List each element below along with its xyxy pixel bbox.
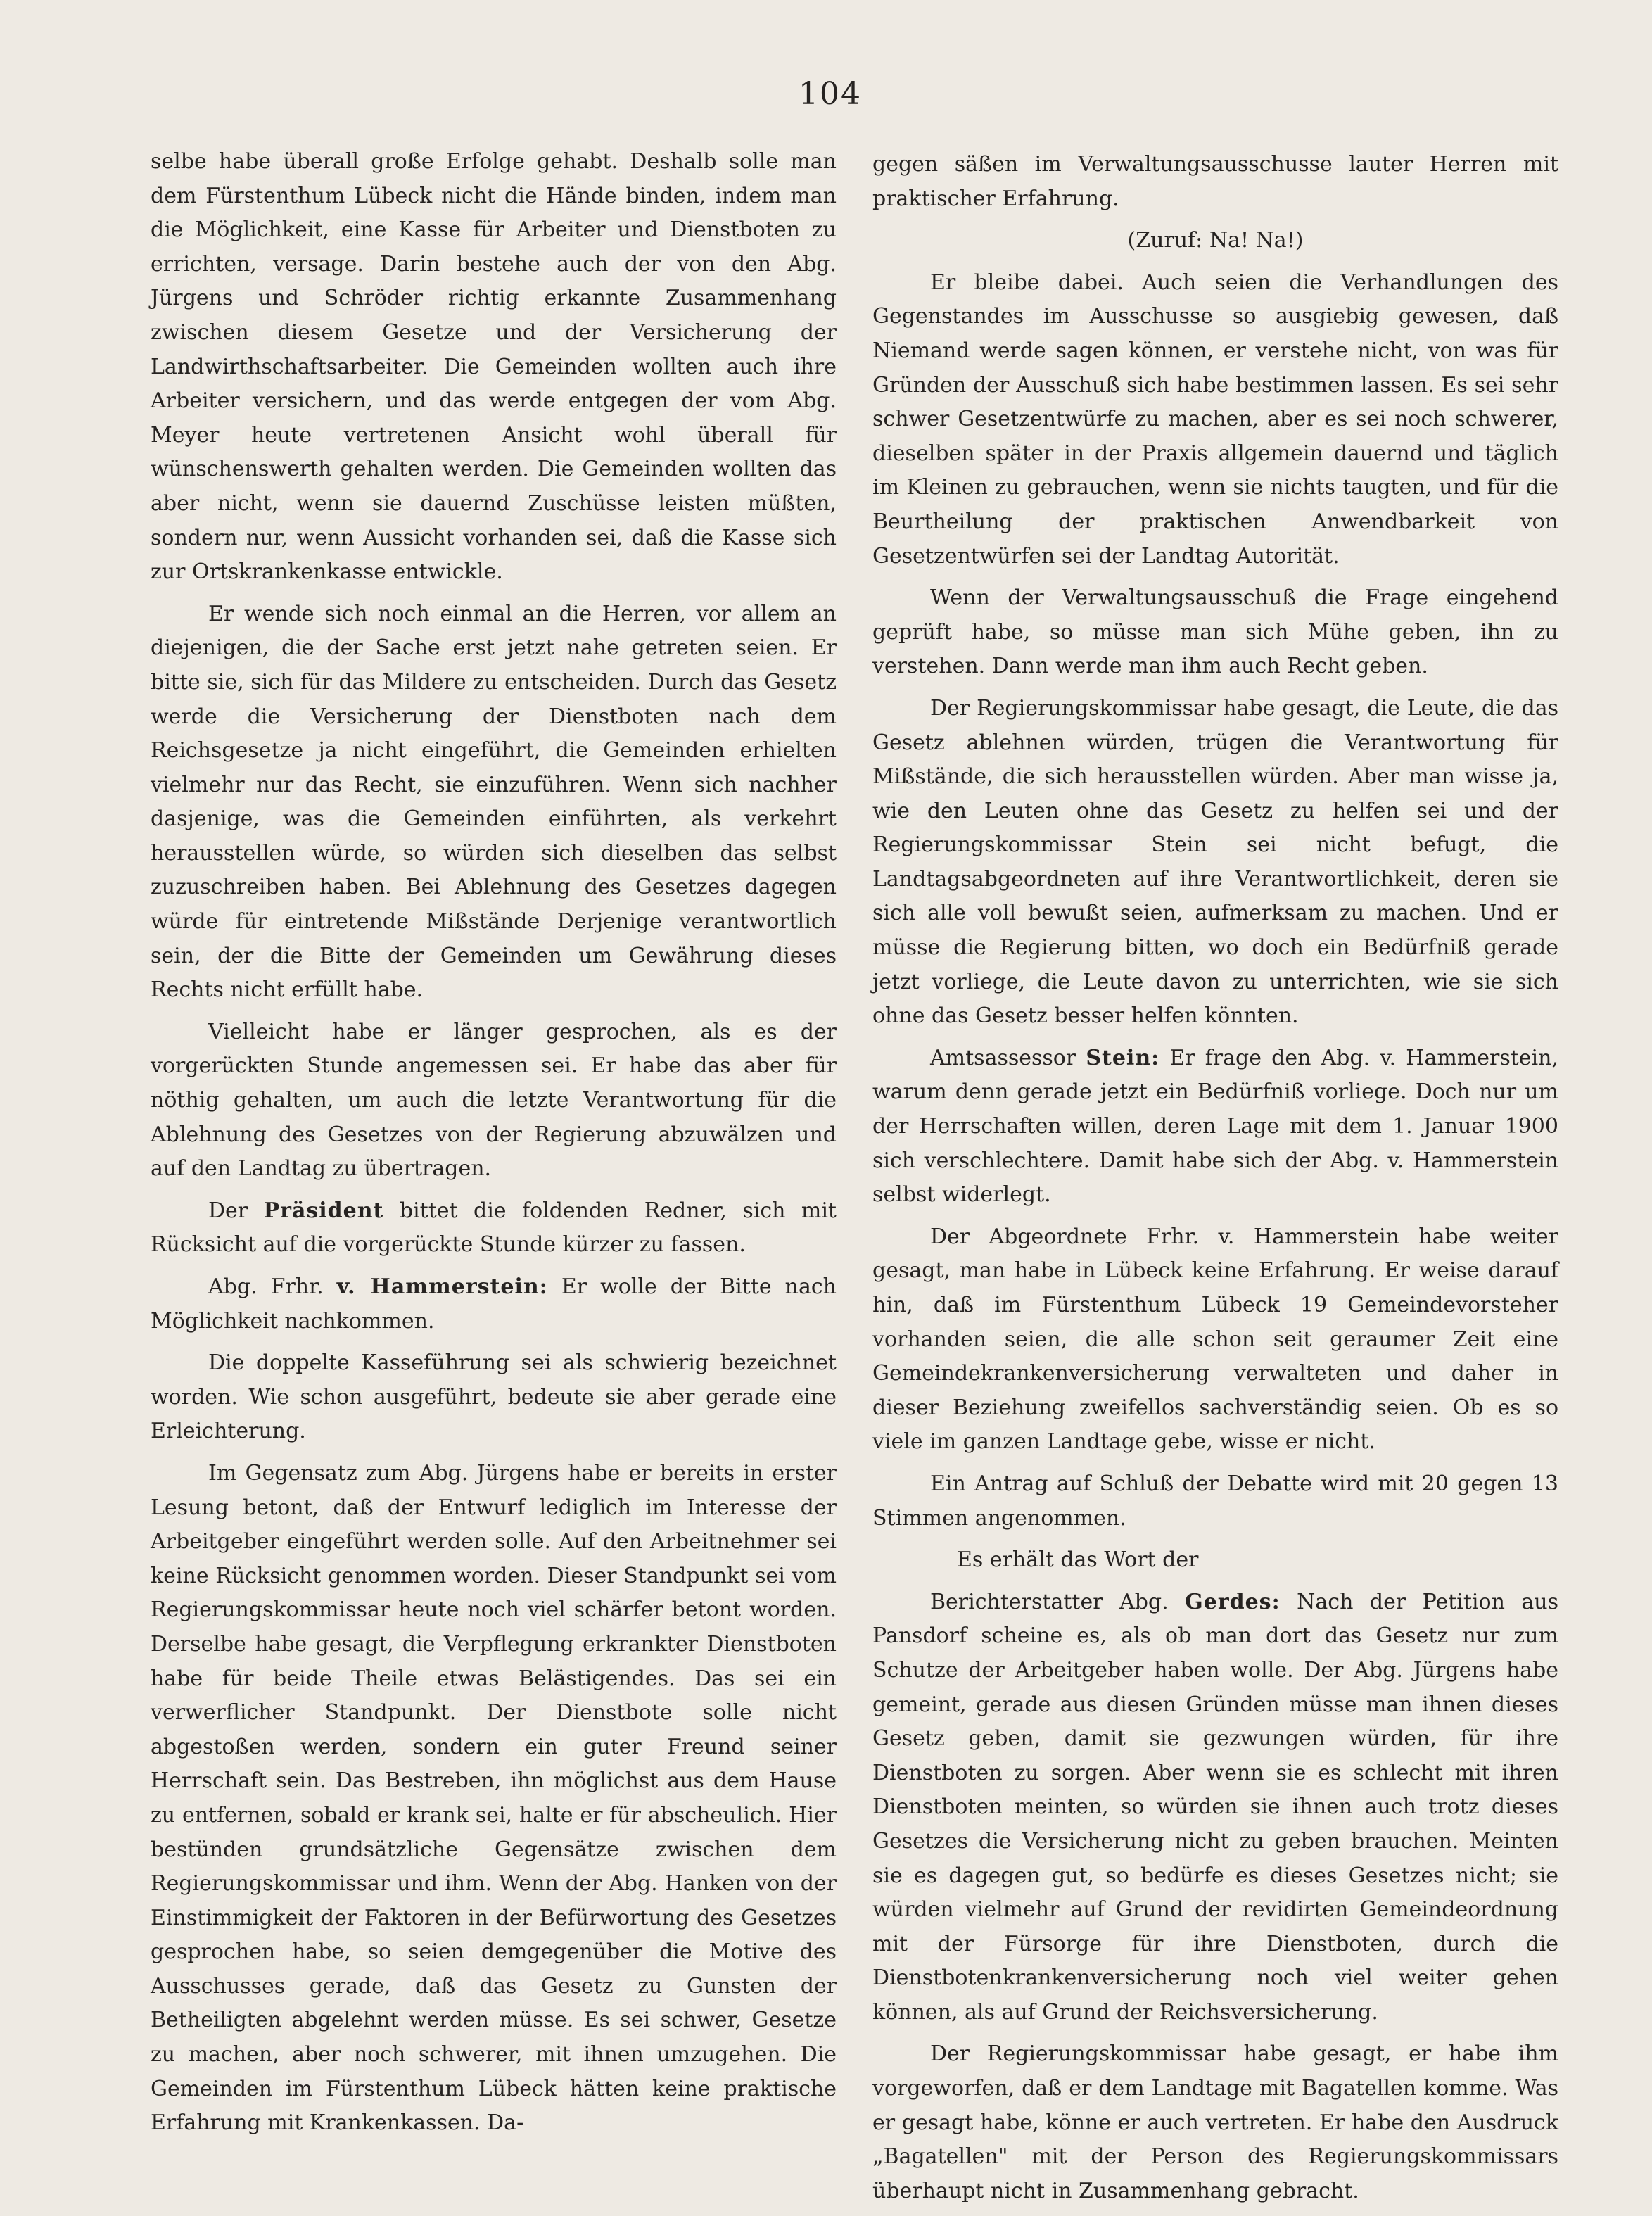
left-column — [151, 145, 837, 2148]
paragraph: Er bleibe dabei. Auch seien die Verhandlungen des Gegenstandes im Ausschusse so ausgiebig gewesen, daß Niemand werde sagen können, er verstehe nicht, von was für Gründen der Ausschuß sich habe bestimmen lassen. Es sei sehr schwer Gesetzentwürfe zu machen, aber es sei noch schwerer, dieselben später in der Praxis allgemein dauernd und täglich im Kleinen zu gebrauchen, wenn sie nichts taugten, und für die Beurtheilung der praktischen Anwendbarkeit von Gesetzentwürfen sei der Landtag Autorität. — [872, 270, 1558, 569]
paragraph-text: bittet die foldenden Redner, sich mit Rücksicht auf die vorgerückte Stunde kürzer zu fassen. — [151, 1198, 837, 1258]
paragraph: gegen säßen im Verwaltungsausschusse lauter Herren mit praktischer Erfahrung. — [872, 152, 1558, 211]
paragraph: selbe habe überall große Erfolge gehabt. Deshalb solle man dem Fürstenthum Lübeck nicht die Hände binden, indem man die Möglichkeit, eine Kasse für Arbeiter und Dienstboten zu errichten, versage. Darin bestehe auch der von den Abg. Jürgens und Schröder richtig erkannte Zusammenhang zwischen diesem Gesetze und der Versicherung der Landwirthschaftsarbeiter. Die Gemeinden wollten auch ihre Arbeiter versichern, und das werde entgegen der vom Abg. Meyer heute vertretenen Ansicht wohl überall für wünschenswerth gehalten werden. Die Gemeinden wollten das aber nicht, wenn sie dauernd Zuschüsse leisten müßten, sondern nur, wenn Aussicht vorhanden sei, daß die Kasse sich zur Ortskrankenkasse entwickle. — [151, 149, 837, 585]
paragraph: Vielleicht habe er länger gesprochen, als es der vorgerückten Stunde angemessen sei. Er habe das aber für nöthig gehalten, um auch die letzte Verantwortung für die Ablehnung des Gesetzes von der Regierung abzuwälzen und auf den Landtag zu übertragen. — [151, 1019, 837, 1182]
paragraph-lead: Abg. Frhr. — [208, 1274, 337, 1299]
paragraph-lead: Amtsassessor — [930, 1045, 1086, 1070]
page-number: 104 — [799, 76, 862, 112]
paragraph-text: Er wolle der Bitte nach Möglichkeit nachkommen. — [151, 1274, 837, 1334]
paragraph-lead: Berichterstatter Abg. — [930, 1589, 1186, 1614]
paragraph: Der Abgeordnete Frhr. v. Hammerstein habe weiter gesagt, man habe in Lübeck keine Erfahrung. Er weise darauf hin, daß im Fürstenthum Lübeck 19 Gemeindevorsteher vorhanden seien, die alle schon seit geraumer Zeit eine Gemeindekrankenversicherung verwalteten und daher in dieser Beziehung zweifellos sachverständig seien. Ob es so viele im ganzen Landtage gebe, wisse er nicht. — [872, 1224, 1558, 1455]
speaker-name: v. Hammerstein: — [336, 1274, 548, 1299]
paragraph: Es erhält das Wort der — [957, 1547, 1199, 1573]
paragraph — [872, 1041, 1558, 1213]
paragraph: Der Regierungskommissar habe gesagt, die Leute, die das Gesetz ablehnen würden, trügen die Verantwortung für Mißstände, die sich herausstellen würden. Aber man wisse ja, wie den Leuten ohne das Gesetz zu helfen sei und der Regierungskommissar Stein sei nicht befugt, die Landtagsabgeordneten auf ihre Verantwortlichkeit, deren sie sich alle voll bewußt seien, aufmerksam zu machen. Und er müsse die Regierung bitten, wo doch ein Bedürfniß gerade jetzt vorliege, die Leute davon zu unterrichten, wie sie sich ohne das Gesetz besser helfen könnten. — [872, 695, 1558, 1029]
paragraph: Ein Antrag auf Schluß der Debatte wird mit 20 gegen 13 Stimmen angenommen. — [872, 1471, 1558, 1531]
interjection: (Zuruf: Na! Na!) — [1127, 228, 1304, 253]
paragraph — [872, 1585, 1558, 2030]
paragraph-lead: Der — [208, 1198, 264, 1223]
paragraph: Wenn der Verwaltungsausschuß die Frage eingehend geprüft habe, so müsse man sich Mühe geben, ihn zu verstehen. Dann werde man ihm auch Recht geben. — [872, 585, 1558, 679]
paragraph: Er wende sich noch einmal an die Herren, vor allem an diejenigen, die der Sache erst jetzt nahe getreten seien. Er bitte sie, sich für das Mildere zu entscheiden. Durch das Gesetz werde die Versicherung der Dienstboten nach dem Reichsgesetze ja nicht eingeführt, die Gemeinden erhielten vielmehr nur das Recht, sie einzuführen. Wenn sich nachher dasjenige, was die Gemeinden einführten, als verkehrt herausstellen würde, so würden sich dieselben das selbst zuzuschreiben haben. Bei Ablehnung des Gesetzes dagegen würde für eintretende Mißstände Derjenige verantwortlich sein, der die Bitte der Gemeinden um Gewährung dieses Rechts nicht erfüllt habe. — [151, 601, 837, 1003]
right-column — [872, 148, 1558, 2216]
paragraph — [151, 1194, 837, 1262]
paragraph: Die doppelte Kasseführung sei als schwierig bezeichnet worden. Wie schon ausgeführt, bedeute sie aber gerade eine Erleichterung. — [151, 1350, 837, 1444]
paragraph: Im Gegensatz zum Abg. Jürgens habe er bereits in erster Lesung betont, daß der Entwurf lediglich im Interesse der Arbeitgeber eingeführt werden solle. Auf den Arbeitnehmer sei keine Rücksicht genommen worden. Dieser Standpunkt sei vom Regierungskommissar heute noch viel schärfer betont worden. Derselbe habe gesagt, die Verpflegung erkrankter Dienstboten habe für beide Theile etwas Belästigendes. Das sei ein verwerflicher Standpunkt. Der Dienstbote solle nicht abgestoßen werden, sondern ein guter Freund seiner Herrschaft sein. Das Bestreben, ihn möglichst aus dem Hause zu entfernen, sobald er krank sei, halte er für abscheulich. Hier bestünden grundsätzliche Gegensätze zwischen dem Regierungskommissar und ihm. Wenn der Abg. Hanken von der Einstimmigkeit der Faktoren in der Befürwortung des Gesetzes gesprochen habe, so seien demgegenüber die Motive des Ausschusses gerade, daß das Gesetz zu Gunsten der Betheiligten abgelehnt werden müsse. Es sei schwer, Gesetze zu machen, aber noch schwerer, mit ihnen umzugehen. Die Gemeinden im Fürstenthum Lübeck hätten keine praktische Erfahrung mit Krankenkassen. Da- — [151, 1460, 837, 2136]
paragraph: Der Regierungskommissar habe gesagt, er habe ihm vorgeworfen, daß er dem Landtage mit Bagatellen komme. Was er gesagt habe, könne er auch vertreten. Er habe den Ausdruck „Bagatellen" mit der Person des Regierungskommissars überhaupt nicht in Zusammenhang gebracht. — [872, 2041, 1558, 2203]
speaker-name: Präsident — [263, 1198, 384, 1223]
paragraph-text: Nach der Petition aus Pansdorf scheine es, als ob man dort das Gesetz nur zum Schutze der Arbeitgeber haben wolle. Der Abg. Jürgens habe gemeint, gerade aus diesen Gründen müsse man ihnen dieses Gesetz geben, damit sie gezwungen würden, für ihre Dienstboten zu sorgen. Aber wenn sie es schlecht mit ihren Dienstboten meinten, so würden sie ihnen auch trotz dieses Gesetzes die Versicherung nicht zu geben brauchen. Meinten sie es dagegen gut, so bedürfe es dieses Gesetzes nicht; sie würden vielmehr auf Grund der revidirten Gemeindeordnung mit der Fürsorge für ihre Dienstboten, durch die Dienstbotenkrankenversicherung noch viel weiter gehen können, als auf Grund der Reichsversicherung. — [872, 1589, 1558, 2025]
paragraph-text: Er frage den Abg. v. Hammerstein, warum denn gerade jetzt ein Bedürfniß vorliege. Doch nur um der Herrschaften willen, deren Lage mit dem 1. Januar 1900 sich verschlechtere. Damit habe sich der Abg. v. Hammerstein selbst widerlegt. — [872, 1045, 1558, 1208]
speaker-name: Stein: — [1086, 1045, 1160, 1070]
paragraph — [151, 1270, 837, 1338]
speaker-name: Gerdes: — [1185, 1589, 1281, 1614]
